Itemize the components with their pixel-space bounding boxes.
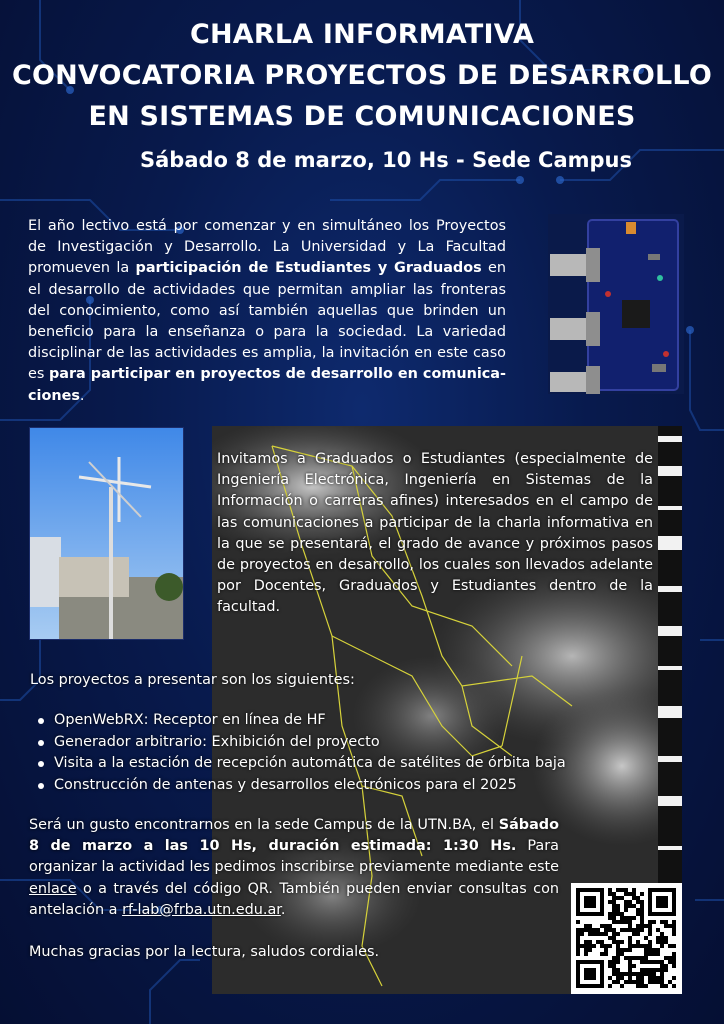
- intro-text-2: en el desarrollo de actividades que permitan ampliar las fronteras del conocimiento, como así también aquellas que brinden un beneficio para la enseñanza o para la sociedad. La variedad disciplinar de las actividades es amplia, la invitación en este caso es: [28, 260, 506, 383]
- closing-text-1: Será un gusto encontrarnos en la sede Campus de la UTN.BA, el: [29, 817, 499, 833]
- intro-paragraph: [28, 216, 506, 407]
- projects-list: [32, 710, 572, 796]
- closing-text-2: Para organizar la actividad les pedimos inscribirse previamente mediante este: [29, 838, 559, 876]
- list-item: Generador arbitrario: Exhibición del proyecto: [32, 732, 572, 754]
- projects-intro: Los proyectos a presentar son los siguientes:: [30, 672, 355, 688]
- poster-header: [0, 14, 724, 137]
- invitation-paragraph: Invitamos a Graduados o Estudiantes (especialmente de Ingeniería Electrónica, Ingeniería en Sistemas de la Información o carreras afines) interesados en el campo de las comunicaciones a participar de la charla informativa en la que se presentará, el grado de avance y próximos pasos de proyectos en desarrollo, los cuales son llevados adelante por Docentes, Graduados y Estudiantes dentro de la facultad.: [217, 451, 653, 616]
- closing-bold-datetime: Sábado 8 de marzo a las 10 Hs, duración estimada: 1:30 Hs.: [29, 817, 559, 855]
- list-item: Visita a la estación de recepción automática de satélites de órbita baja: [32, 753, 572, 775]
- intro-text-3: .: [79, 387, 85, 404]
- antenna-photo: [29, 427, 184, 640]
- intro-bold-1: participación de Estudiantes y Graduados: [135, 260, 482, 277]
- qr-code-pattern: [571, 883, 682, 994]
- title-line-1: CHARLA INFORMATIVA: [189, 19, 535, 50]
- list-item: OpenWebRX: Receptor en línea de HF: [32, 710, 572, 732]
- circuit-board-photo: [548, 214, 684, 394]
- thanks-text: Muchas gracias por la lectura, saludos cordiales.: [29, 944, 380, 960]
- registration-link[interactable]: enlace: [29, 880, 77, 897]
- contact-email-link[interactable]: rf-lab@frba.utn.edu.ar: [122, 901, 281, 918]
- list-item: Construcción de antenas y desarrollos electrónicos para el 2025: [32, 775, 572, 797]
- intro-bold-2: para participar en proyectos de desarrollo en comunica-ciones: [28, 366, 506, 404]
- closing-text-3: o a través del código QR. También pueden enviar consultas con antelación a: [29, 880, 559, 918]
- closing-paragraph: [29, 815, 559, 921]
- title-line-2: CONVOCATORIA PROYECTOS DE DESARROLLO: [11, 60, 713, 91]
- event-date-subtitle: Sábado 8 de marzo, 10 Hs - Sede Campus: [140, 148, 632, 172]
- intro-text-1: El año lectivo está por comenzar y en simultáneo los Proyectos de Investigación y Desarrollo. La Universidad y La Facultad promueven la: [28, 218, 506, 277]
- closing-text-4: .: [280, 901, 286, 918]
- qr-code[interactable]: [571, 883, 682, 994]
- title-line-3: EN SISTEMAS DE COMUNICACIONES: [88, 101, 636, 132]
